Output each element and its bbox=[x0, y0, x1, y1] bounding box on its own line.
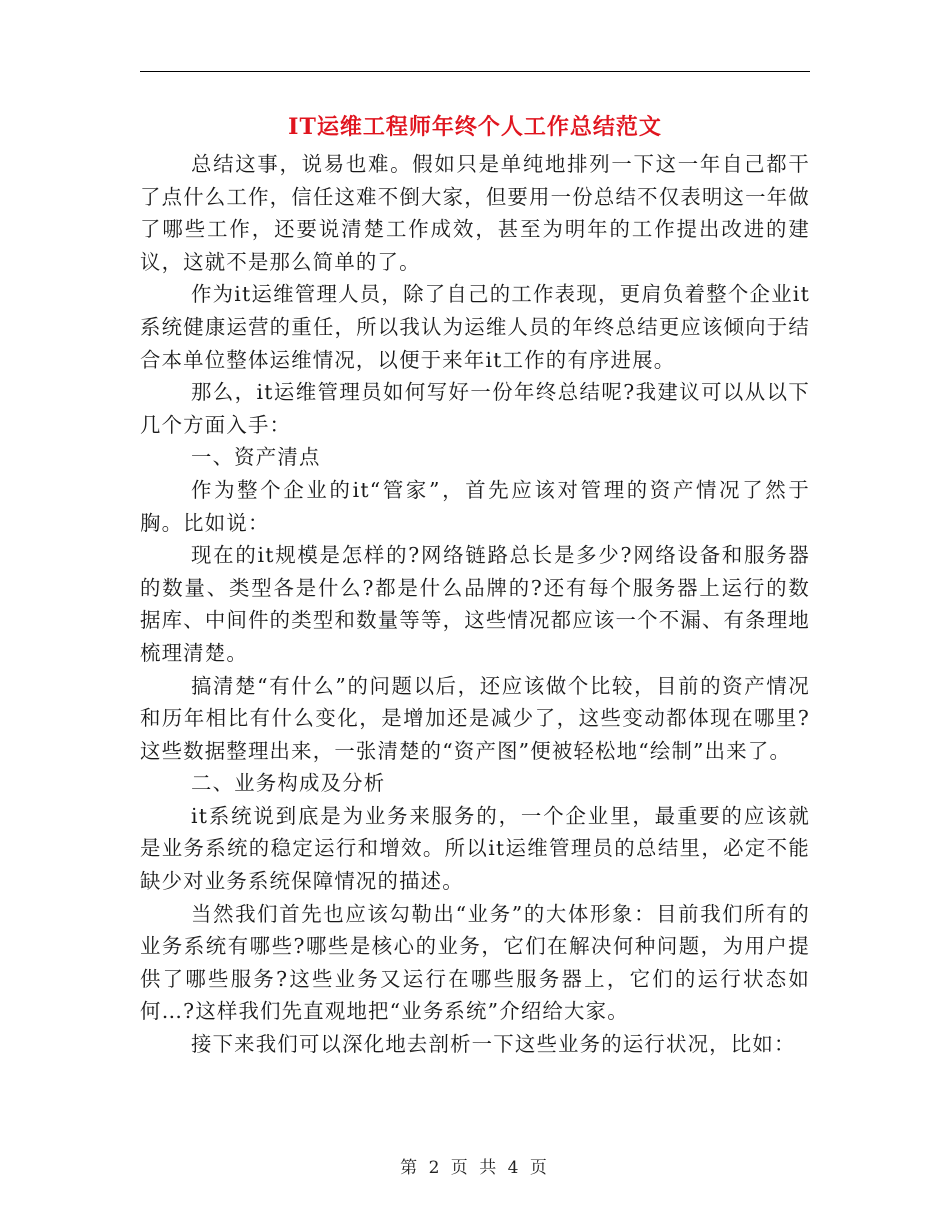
paragraph: 当然我们首先也应该勾勒出“业务”的大体形象：目前我们所有的业务系统有哪些?哪些是核心的业务，它们在解决何种问题，为用户提供了哪些服务?这些业务又运行在哪些服务器上，它们的运行状态如何…?这样我们先直观地把“业务系统”介绍给大家。 bbox=[140, 901, 810, 1024]
paragraph: 那么，it运维管理员如何写好一份年终总结呢?我建议可以从以下几个方面入手： bbox=[140, 380, 810, 437]
paragraph: 作为整个企业的it“管家”，首先应该对管理的资产情况了然于胸。比如说： bbox=[140, 477, 810, 535]
document-title: IT运维工程师年终个人工作总结范文 bbox=[288, 114, 662, 140]
page-footer: 第 2 页 共 4 页 bbox=[400, 1158, 550, 1178]
document-body bbox=[140, 148, 810, 1061]
paragraph: 作为it运维管理人员，除了自己的工作表现，更肩负着整个企业it系统健康运营的重任，所以我认为运维人员的年终总结更应该倾向于结合本单位整体运维情况，以便于来年it工作的有序进展。 bbox=[140, 282, 810, 372]
section-heading: 二、业务构成及分析 bbox=[191, 771, 386, 796]
paragraph: 搞清楚“有什么”的问题以后，还应该做个比较，目前的资产情况和历年相比有什么变化，是增加还是减少了，这些变动都体现在哪里?这些数据整理出来，一张清楚的“资产图”便被轻松地“绘制”出来了。 bbox=[140, 673, 810, 763]
paragraph: 接下来我们可以深化地去剖析一下这些业务的运行状况，比如： bbox=[191, 1032, 796, 1057]
paragraph: it系统说到底是为业务来服务的，一个企业里，最重要的应该就是业务系统的稳定运行和增效。所以it运维管理员的总结里，必定不能缺少对业务系统保障情况的描述。 bbox=[140, 803, 810, 894]
section-heading: 一、资产清点 bbox=[191, 445, 321, 470]
paragraph: 总结这事，说易也难。假如只是单纯地排列一下这一年自己都干了点什么工作，信任这难不倒大家，但要用一份总结不仅表明这一年做了哪些工作，还要说清楚工作成效，甚至为明年的工作提出改进的建议，这就不是那么简单的了。 bbox=[140, 152, 810, 274]
paragraph: 现在的it规模是怎样的?网络链路总长是多少?网络设备和服务器的数量、类型各是什么?都是什么品牌的?还有每个服务器上运行的数据库、中间件的类型和数量等等，这些情况都应该一个不漏、有条理地梳理清楚。 bbox=[140, 543, 810, 665]
header-rule bbox=[140, 71, 810, 72]
